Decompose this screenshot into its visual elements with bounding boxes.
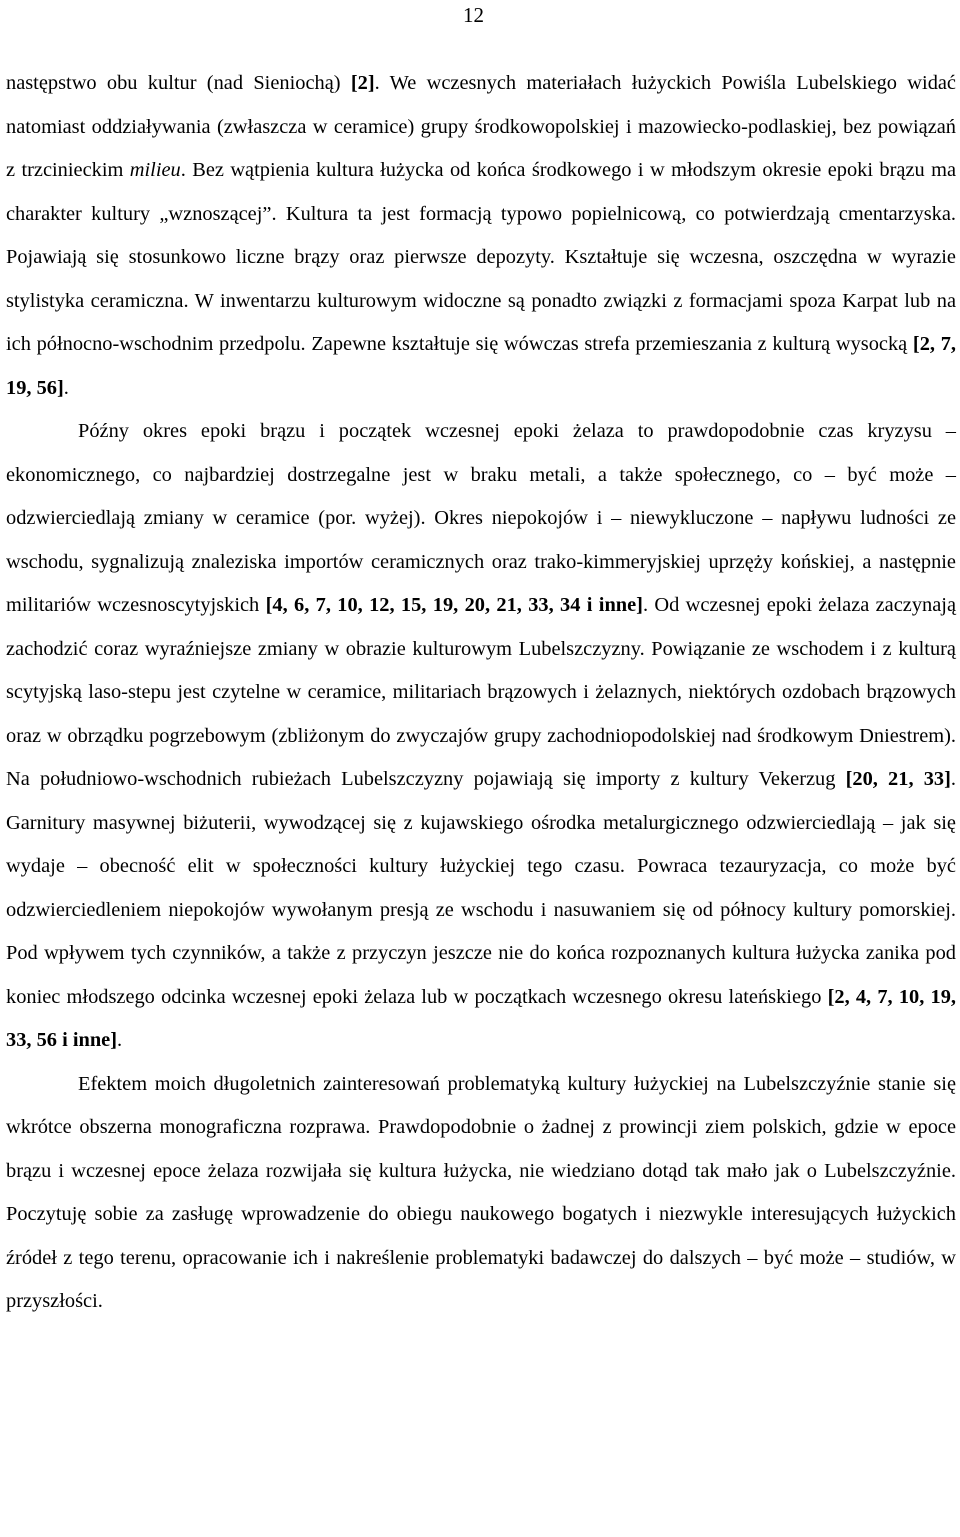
text-segment: .	[117, 1029, 123, 1051]
citation-ref: [4, 6, 7, 10, 12, 15, 19, 20, 21, 33, 34 i inne]	[265, 594, 643, 616]
text-segment: Późny okres epoki brązu i początek wczesnej epoki żelaza to prawdopodobnie czas kryzysu – ekonomicznego, co najbardziej dostrzegalne jest w braku metali, a także społecznego, co – być może – odzwierciedlają zmiany w ceramice (por. wyżej). Okres niepokojów i – niewykluczone – napływu ludności ze wschodu, sygnalizują znaleziska importów ceramicznych oraz trako-kimmeryjskiej uprzęży końskiej, a następnie militariów wczesnoscytyjskich	[6, 420, 956, 616]
document-body	[6, 62, 956, 1324]
text-segment: . Od wczesnej epoki żelaza zaczynają zachodzić coraz wyraźniejsze zmiany w obrazie kulturowym Lubelszczyzny. Powiązanie ze wschodem i z kulturą scytyjską laso-stepu jest czytelne w ceramice, militariach brązowych i żelaznych, niektórych ozdobach brązowych oraz w obrządku pogrzebowym (zbliżonym do zwyczajów grupy zachodniopodolskiej nad środkowym Dniestrem). Na południowo-wschodnich rubieżach Lubelszczyzny pojawiają się importy z kultury Vekerzug	[6, 594, 956, 790]
text-segment: Efektem moich długoletnich zainteresowań problematyką kultury łużyckiej na Lubelszczyźnie stanie się wkrótce obszerna monograficzna rozprawa. Prawdopodobnie o żadnej z prowincji ziem polskich, gdzie w epoce brązu i wczesnej epoce żelaza rozwijała się kultura łużycka, nie wiedziano dotąd tak mało jak o Lubelszczyźnie. Poczytuję sobie za zasługę wprowadzenie do obiegu naukowego bogatych i niezwykle interesujących łużyckich źródeł z tego terenu, opracowanie ich i nakreślenie problematyki badawczej do dalszych – być może – studiów, w przyszłości.	[6, 1072, 956, 1312]
text-segment: . We wczesnych materiałach łużyckich Powiśla Lubelskiego widać natomiast oddziaływania (zwłaszcza w ceramice) grupy środkowopolskiej i mazowiecko-podlaskiej, bez powiązań z trzcinieckim	[6, 72, 956, 181]
paragraph-3	[6, 1063, 956, 1324]
page-number: 12	[463, 3, 484, 27]
citation-ref: [20, 21, 33]	[845, 768, 951, 790]
citation-ref: [2, 7, 19, 56]	[6, 333, 956, 399]
text-segment: .	[63, 376, 69, 399]
paragraph-1	[6, 62, 956, 410]
citation-ref: [2]	[350, 72, 375, 94]
paragraph-2	[6, 410, 956, 1063]
text-segment: . Garnitury masywnej biżuterii, wywodzącej się z kujawskiego ośrodka metalurgicznego odzwierciedlają – jak się wydaje – obecność elit w społeczności kultury łużyckiej tego czasu. Powraca tezauryzacja, co może być odzwierciedleniem niepokojów wywołanym presją ze wschodu i nasuwaniem się od północy kultury pomorskiej. Pod wpływem tych czynników, a także z przyczyn jeszcze nie do końca rozpoznanych kultura łużycka zanika pod koniec młodszego odcinka wczesnej epoki żelaza lub w początkach wczesnego okresu lateńskiego	[6, 768, 956, 1008]
text-segment: następstwo obu kultur (nad Sieniochą)	[6, 72, 351, 94]
text-segment: . Bez wątpienia kultura łużycka od końca środkowego i w młodszym okresie epoki brązu ma charakter kultury „wznoszącej”. Kultura ta jest formacją typowo popielnicową, co potwierdzają cmentarzyska. Pojawiają się stosunkowo liczne brązy oraz pierwsze depozyty. Kształtuje się wczesna, oszczędna w wyrazie stylistyka ceramiczna. W inwentarzu kulturowym widoczne są ponadto związki z formacjami spoza Karpat lub na ich północno-wschodnim przedpolu. Zapewne kształtuje się wówczas strefa przemieszania z kulturą wysocką	[6, 159, 957, 355]
italic-term: milieu	[129, 159, 181, 181]
citation-ref: [2, 4, 7, 10, 19, 33, 56 i inne]	[6, 985, 956, 1051]
